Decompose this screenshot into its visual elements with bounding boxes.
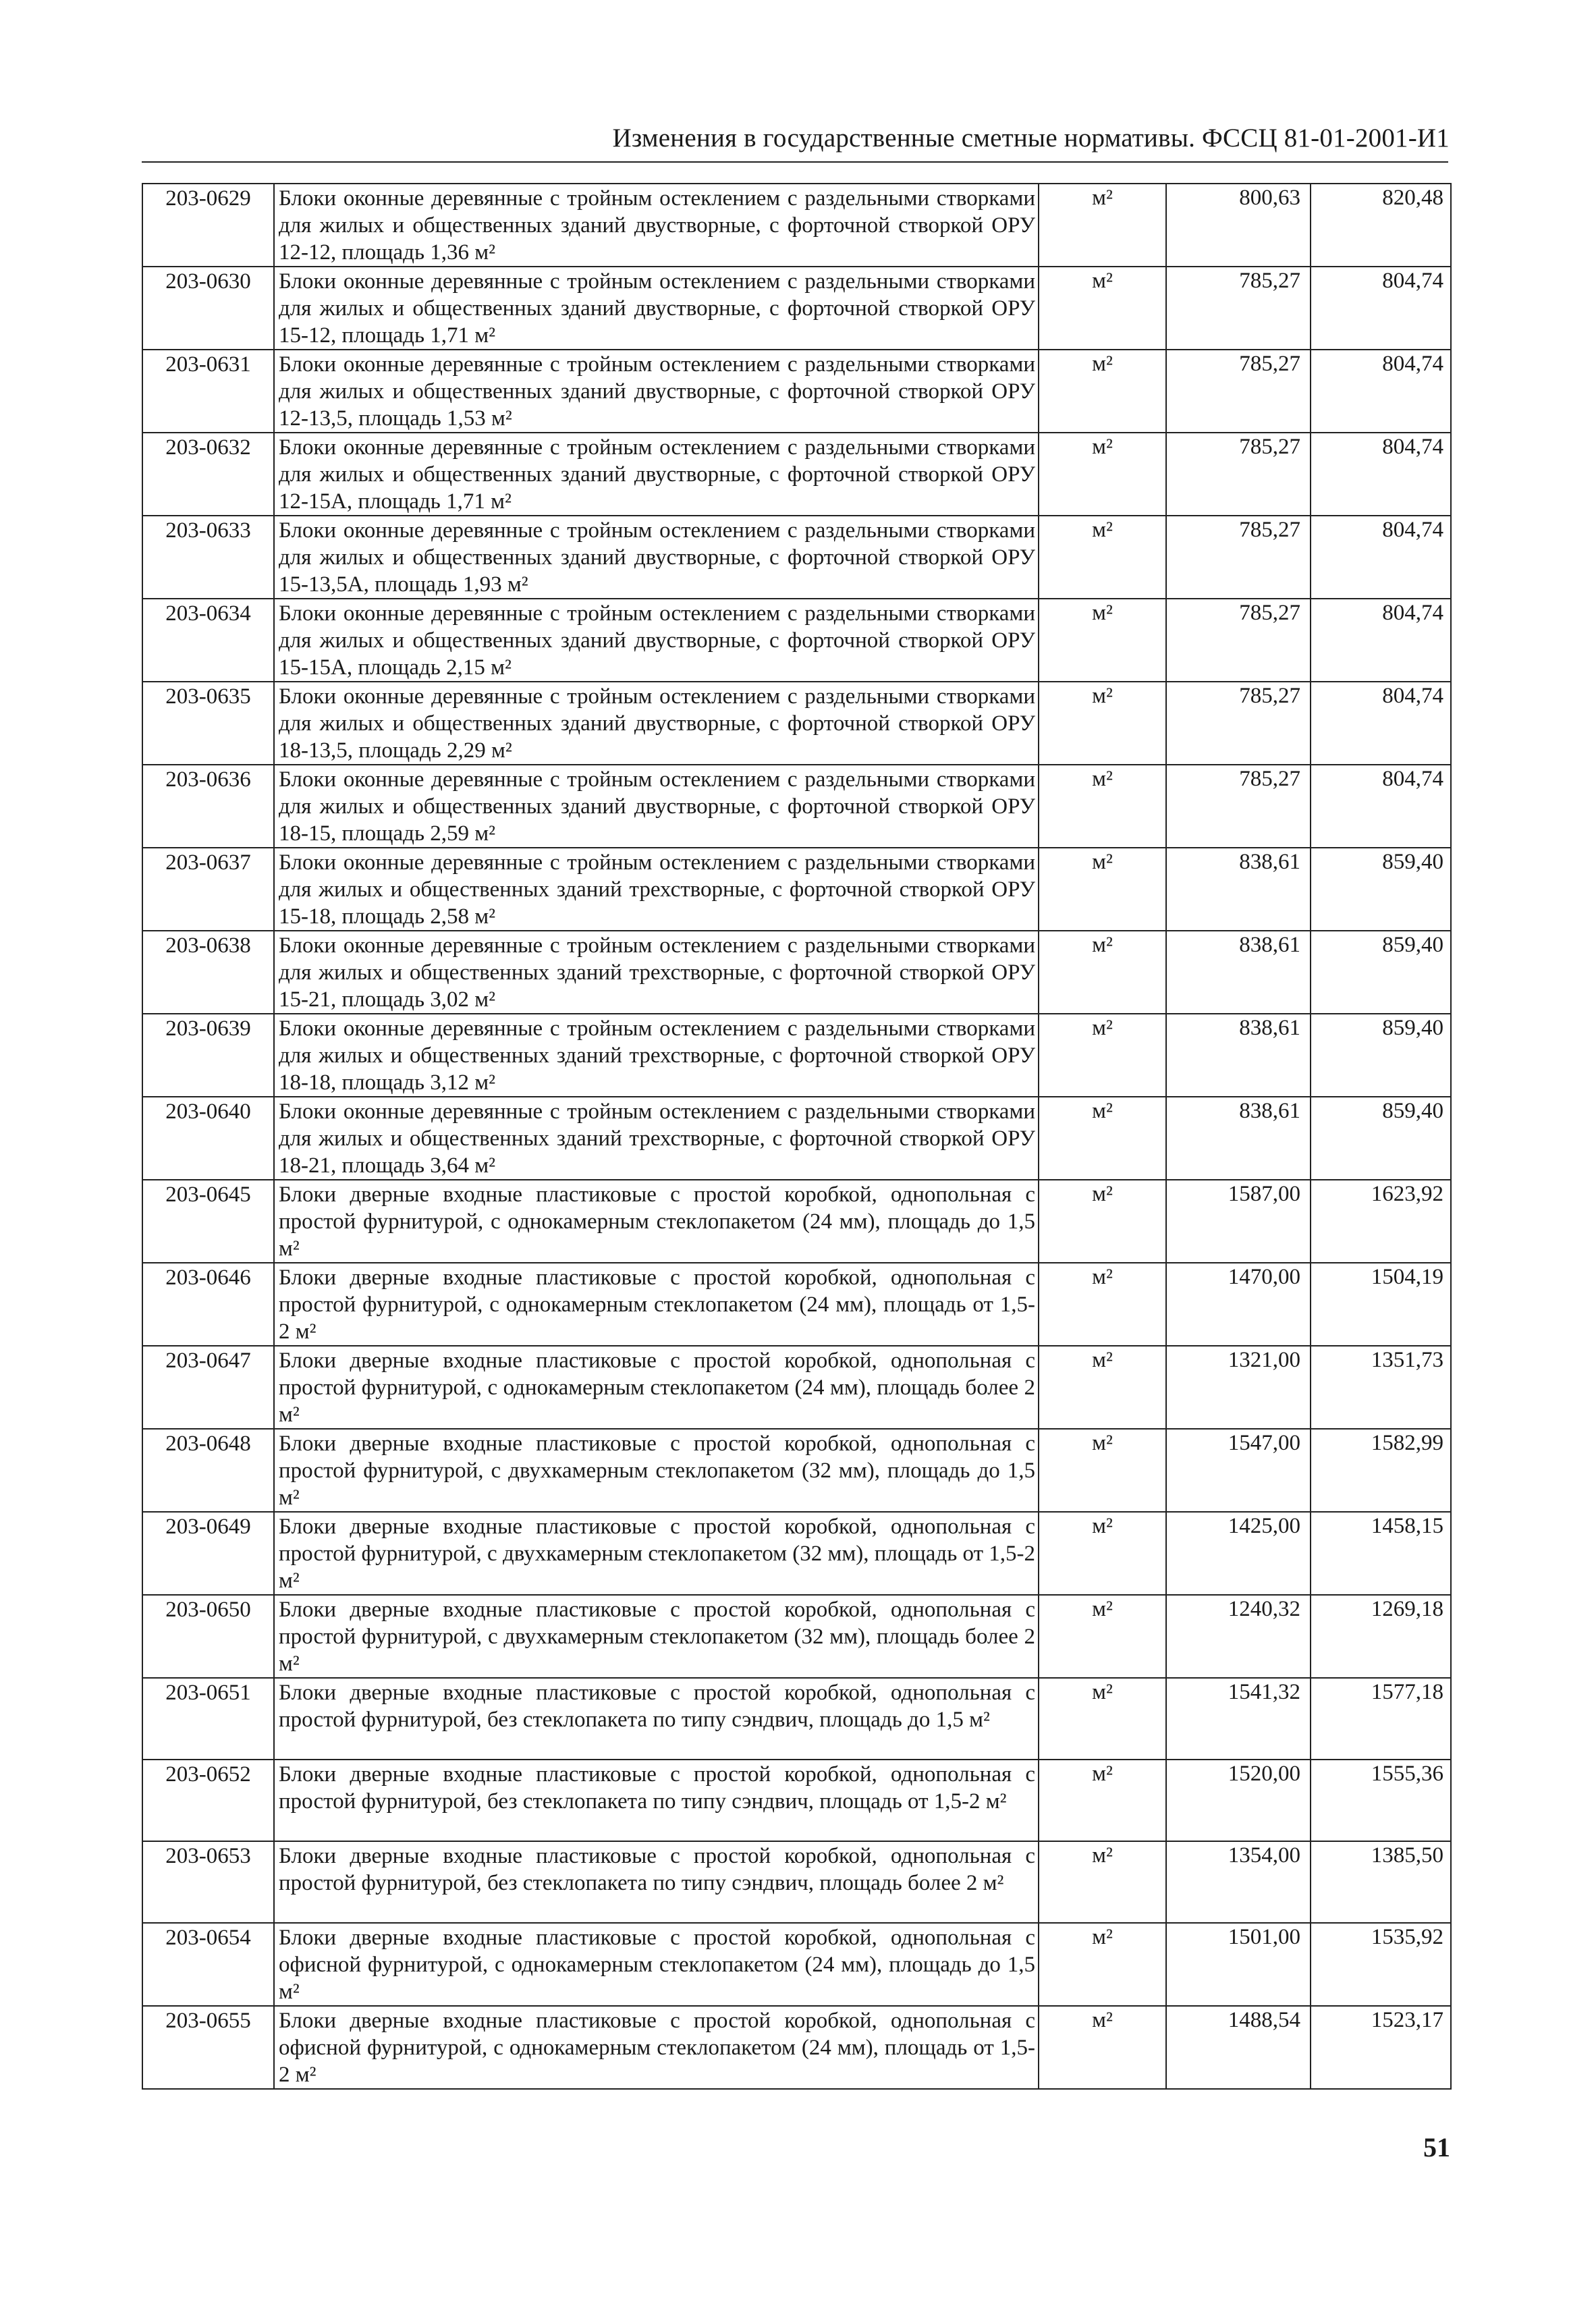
price-value-alt: 1504,19	[1371, 1265, 1443, 1289]
unit-of-measure: м²	[1092, 767, 1113, 791]
price-value-cell	[1166, 1014, 1311, 1097]
resource-name-cell	[274, 1760, 1039, 1841]
unit-of-measure: м²	[1092, 435, 1113, 459]
unit-of-measure-cell	[1039, 1595, 1166, 1678]
price-value-alt: 859,40	[1382, 933, 1443, 957]
price-value: 1240,32	[1228, 1597, 1300, 1621]
table-row	[142, 516, 1451, 599]
price-value-alt-cell	[1311, 765, 1451, 848]
resource-code: 203-0631	[165, 352, 251, 377]
price-value-alt-cell	[1311, 184, 1451, 267]
resource-code-cell	[142, 1180, 274, 1263]
price-value: 1547,00	[1228, 1431, 1300, 1455]
resource-name: Блоки дверные входные пластиковые с простой коробкой, однопольная с простой фурнитурой, с двухкамерным стеклопакетом (32 мм), площадь до 1,5 м²	[279, 1432, 1035, 1510]
resource-code-cell	[142, 1346, 274, 1429]
price-value-alt: 1555,36	[1371, 1762, 1443, 1786]
price-value-alt-cell	[1311, 1097, 1451, 1180]
unit-of-measure-cell	[1039, 1678, 1166, 1760]
resource-name: Блоки дверные входные пластиковые с простой коробкой, однопольная с офисной фурнитурой, с однокамерным стеклопакетом (24 мм), площадь от 1,5-2 м²	[279, 2009, 1035, 2087]
resource-name: Блоки оконные деревянные с тройным остеклением с раздельными створками для жилых и общественных зданий двустворные, с форточной створкой ОРУ 18-15, площадь 2,59 м²	[279, 767, 1035, 846]
price-value: 800,63	[1239, 186, 1300, 210]
resource-code: 203-0640	[165, 1099, 251, 1124]
resource-code-cell	[142, 1678, 274, 1760]
unit-of-measure: м²	[1092, 1597, 1113, 1621]
resource-name: Блоки дверные входные пластиковые с простой коробкой, однопольная с офисной фурнитурой, с однокамерным стеклопакетом (24 мм), площадь до 1,5 м²	[279, 1926, 1035, 2004]
unit-of-measure-cell	[1039, 1429, 1166, 1512]
table-row	[142, 350, 1451, 433]
price-value-alt-cell	[1311, 1014, 1451, 1097]
price-value-alt: 804,74	[1382, 767, 1443, 791]
price-value-cell	[1166, 931, 1311, 1014]
price-value-alt-cell	[1311, 1595, 1451, 1678]
unit-of-measure-cell	[1039, 184, 1166, 267]
header-rule	[142, 161, 1448, 163]
price-value-alt-cell	[1311, 599, 1451, 682]
price-value-cell	[1166, 848, 1311, 931]
table-row	[142, 1180, 1451, 1263]
unit-of-measure: м²	[1092, 2008, 1113, 2032]
price-value: 1425,00	[1228, 1514, 1300, 1538]
unit-of-measure: м²	[1092, 601, 1113, 625]
resource-name-cell	[274, 1429, 1039, 1512]
price-value-cell	[1166, 433, 1311, 516]
price-value-alt: 1458,15	[1371, 1514, 1443, 1538]
price-value-alt: 1269,18	[1371, 1597, 1443, 1621]
resource-code: 203-0650	[165, 1598, 251, 1622]
unit-of-measure: м²	[1092, 684, 1113, 708]
resource-name-cell	[274, 1097, 1039, 1180]
price-value-cell	[1166, 1429, 1311, 1512]
resource-code: 203-0651	[165, 1681, 251, 1705]
table-row	[142, 931, 1451, 1014]
price-value: 1354,00	[1228, 1843, 1300, 1868]
unit-of-measure-cell	[1039, 267, 1166, 350]
price-value: 785,27	[1239, 767, 1300, 791]
price-value-alt: 820,48	[1382, 186, 1443, 210]
unit-of-measure-cell	[1039, 516, 1166, 599]
price-value-cell	[1166, 1678, 1311, 1760]
resource-code-cell	[142, 931, 274, 1014]
resource-name: Блоки оконные деревянные с тройным остеклением с раздельными створками для жилых и общественных зданий трехстворные, с форточной створкой ОРУ 15-18, площадь 2,58 м²	[279, 850, 1035, 929]
table-row	[142, 1760, 1451, 1841]
resource-name: Блоки дверные входные пластиковые с простой коробкой, однопольная с простой фурнитурой, с однокамерным стеклопакетом (24 мм), площадь более 2 м²	[279, 1349, 1035, 1427]
table-row	[142, 1014, 1451, 1097]
price-value: 838,61	[1239, 1016, 1300, 1040]
price-value-cell	[1166, 1512, 1311, 1595]
table-row	[142, 267, 1451, 350]
table-row	[142, 1263, 1451, 1346]
unit-of-measure-cell	[1039, 1512, 1166, 1595]
resource-code: 203-0637	[165, 850, 251, 875]
resource-name-cell	[274, 267, 1039, 350]
resource-name-cell	[274, 1595, 1039, 1678]
resource-name-cell	[274, 1263, 1039, 1346]
resource-name-cell	[274, 682, 1039, 765]
price-value-alt: 804,74	[1382, 601, 1443, 625]
resource-name: Блоки оконные деревянные с тройным остеклением с раздельными створками для жилых и общественных зданий трехстворные, с форточной створкой ОРУ 15-21, площадь 3,02 м²	[279, 933, 1035, 1012]
resource-code-cell	[142, 1263, 274, 1346]
resource-name-cell	[274, 184, 1039, 267]
price-value-cell	[1166, 516, 1311, 599]
resource-name-cell	[274, 1512, 1039, 1595]
unit-of-measure-cell	[1039, 1263, 1166, 1346]
resource-code: 203-0645	[165, 1182, 251, 1207]
price-value-cell	[1166, 682, 1311, 765]
resource-name: Блоки дверные входные пластиковые с простой коробкой, однопольная с простой фурнитурой, с однокамерным стеклопакетом (24 мм), площадь от 1,5-2 м²	[279, 1266, 1035, 1344]
resource-name-cell	[274, 1678, 1039, 1760]
resource-code-cell	[142, 184, 274, 267]
price-value: 785,27	[1239, 269, 1300, 293]
unit-of-measure: м²	[1092, 518, 1113, 542]
unit-of-measure-cell	[1039, 433, 1166, 516]
price-value-alt-cell	[1311, 848, 1451, 931]
unit-of-measure-cell	[1039, 848, 1166, 931]
resource-code: 203-0646	[165, 1266, 251, 1290]
resource-name: Блоки дверные входные пластиковые с простой коробкой, однопольная с простой фурнитурой, с двухкамерным стеклопакетом (32 мм), площадь более 2 м²	[279, 1598, 1035, 1676]
resource-name-cell	[274, 433, 1039, 516]
price-value-alt-cell	[1311, 267, 1451, 350]
price-value-cell	[1166, 1595, 1311, 1678]
price-value: 785,27	[1239, 435, 1300, 459]
price-value: 838,61	[1239, 850, 1300, 874]
unit-of-measure: м²	[1092, 933, 1113, 957]
unit-of-measure: м²	[1092, 1762, 1113, 1786]
resource-code-cell	[142, 1841, 274, 1923]
resource-name: Блоки дверные входные пластиковые с простой коробкой, однопольная с простой фурнитурой, без стеклопакета по типу сэндвич, площадь от 1,5-2 м²	[279, 1762, 1035, 1814]
resource-name: Блоки оконные деревянные с тройным остеклением с раздельными створками для жилых и общественных зданий двустворные, с форточной створкой ОРУ 15-13,5А, площадь 1,93 м²	[279, 518, 1035, 597]
price-value: 1520,00	[1228, 1762, 1300, 1786]
resource-code: 203-0635	[165, 684, 251, 709]
resource-name: Блоки оконные деревянные с тройным остеклением с раздельными створками для жилых и общественных зданий трехстворные, с форточной створкой ОРУ 18-21, площадь 3,64 м²	[279, 1099, 1035, 1178]
price-value-alt-cell	[1311, 1180, 1451, 1263]
resource-code: 203-0654	[165, 1926, 251, 1950]
unit-of-measure: м²	[1092, 1265, 1113, 1289]
resource-code: 203-0629	[165, 186, 251, 211]
resource-name: Блоки дверные входные пластиковые с простой коробкой, однопольная с простой фурнитурой, с однокамерным стеклопакетом (24 мм), площадь до 1,5 м²	[279, 1182, 1035, 1261]
table-row	[142, 1678, 1451, 1760]
table-row	[142, 1097, 1451, 1180]
price-value-alt-cell	[1311, 2006, 1451, 2089]
running-head: Изменения в государственные сметные нормативы. ФССЦ 81-01-2001-И1	[612, 124, 1450, 153]
price-value: 785,27	[1239, 352, 1300, 376]
price-value-alt-cell	[1311, 1263, 1451, 1346]
price-value-alt-cell	[1311, 1841, 1451, 1923]
resource-name-cell	[274, 1346, 1039, 1429]
price-value-alt: 1351,73	[1371, 1348, 1443, 1372]
resource-name: Блоки оконные деревянные с тройным остеклением с раздельными створками для жилых и общественных зданий двустворные, с форточной створкой ОРУ 18-13,5, площадь 2,29 м²	[279, 684, 1035, 763]
resource-code: 203-0634	[165, 601, 251, 626]
price-value-alt-cell	[1311, 1346, 1451, 1429]
unit-of-measure-cell	[1039, 1923, 1166, 2006]
table-row	[142, 682, 1451, 765]
price-value-alt: 1535,92	[1371, 1925, 1443, 1949]
price-value-alt-cell	[1311, 1512, 1451, 1595]
price-value-alt: 859,40	[1382, 1099, 1443, 1123]
price-value-cell	[1166, 350, 1311, 433]
price-value-alt-cell	[1311, 931, 1451, 1014]
resource-code: 203-0653	[165, 1844, 251, 1868]
resource-name: Блоки дверные входные пластиковые с простой коробкой, однопольная с простой фурнитурой, без стеклопакета по типу сэндвич, площадь до 1,5 м²	[279, 1681, 1035, 1732]
unit-of-measure-cell	[1039, 2006, 1166, 2089]
unit-of-measure: м²	[1092, 1925, 1113, 1949]
resource-name-cell	[274, 350, 1039, 433]
price-value-alt: 804,74	[1382, 518, 1443, 542]
price-value: 785,27	[1239, 601, 1300, 625]
price-value-cell	[1166, 1923, 1311, 2006]
resource-code: 203-0632	[165, 435, 251, 460]
table-row	[142, 184, 1451, 267]
resource-code: 203-0647	[165, 1349, 251, 1373]
resource-name: Блоки оконные деревянные с тройным остеклением с раздельными створками для жилых и общественных зданий двустворные, с форточной створкой ОРУ 15-12, площадь 1,71 м²	[279, 269, 1035, 348]
price-value: 838,61	[1239, 933, 1300, 957]
resource-name: Блоки дверные входные пластиковые с простой коробкой, однопольная с простой фурнитурой, без стеклопакета по типу сэндвич, площадь более 2 м²	[279, 1844, 1035, 1895]
resource-name-cell	[274, 1014, 1039, 1097]
resource-code-cell	[142, 848, 274, 931]
price-value-alt-cell	[1311, 516, 1451, 599]
price-value-alt-cell	[1311, 682, 1451, 765]
unit-of-measure-cell	[1039, 599, 1166, 682]
resource-name-cell	[274, 765, 1039, 848]
price-value: 1488,54	[1228, 2008, 1300, 2032]
unit-of-measure: м²	[1092, 1348, 1113, 1372]
resource-code-cell	[142, 599, 274, 682]
unit-of-measure: м²	[1092, 352, 1113, 376]
unit-of-measure-cell	[1039, 1097, 1166, 1180]
price-value-alt: 804,74	[1382, 684, 1443, 708]
resource-code: 203-0649	[165, 1515, 251, 1539]
price-value-alt-cell	[1311, 1678, 1451, 1760]
resource-name: Блоки оконные деревянные с тройным остеклением с раздельными створками для жилых и общественных зданий двустворные, с форточной створкой ОРУ 15-15А, площадь 2,15 м²	[279, 601, 1035, 680]
table-row	[142, 1346, 1451, 1429]
price-value-alt: 1385,50	[1371, 1843, 1443, 1868]
unit-of-measure-cell	[1039, 1760, 1166, 1841]
price-value-alt: 804,74	[1382, 435, 1443, 459]
resource-code: 203-0633	[165, 518, 251, 543]
unit-of-measure: м²	[1092, 269, 1113, 293]
table-row	[142, 1923, 1451, 2006]
price-value-cell	[1166, 1263, 1311, 1346]
price-value-cell	[1166, 184, 1311, 267]
table-row	[142, 1595, 1451, 1678]
price-value-alt-cell	[1311, 1760, 1451, 1841]
resource-code-cell	[142, 2006, 274, 2089]
price-value: 785,27	[1239, 518, 1300, 542]
resource-code-cell	[142, 350, 274, 433]
resource-code-cell	[142, 682, 274, 765]
resource-name: Блоки оконные деревянные с тройным остеклением с раздельными створками для жилых и общественных зданий двустворные, с форточной створкой ОРУ 12-15А, площадь 1,71 м²	[279, 435, 1035, 514]
price-value: 1470,00	[1228, 1265, 1300, 1289]
unit-of-measure-cell	[1039, 1014, 1166, 1097]
resource-code-cell	[142, 1923, 274, 2006]
price-value-cell	[1166, 2006, 1311, 2089]
price-value-alt-cell	[1311, 1923, 1451, 2006]
resource-code: 203-0630	[165, 269, 251, 294]
table-row	[142, 1841, 1451, 1923]
unit-of-measure-cell	[1039, 931, 1166, 1014]
resource-code: 203-0652	[165, 1762, 251, 1787]
resource-code: 203-0636	[165, 767, 251, 792]
unit-of-measure: м²	[1092, 1016, 1113, 1040]
price-value: 785,27	[1239, 684, 1300, 708]
resource-name: Блоки оконные деревянные с тройным остеклением с раздельными створками для жилых и общественных зданий трехстворные, с форточной створкой ОРУ 18-18, площадь 3,12 м²	[279, 1016, 1035, 1095]
unit-of-measure-cell	[1039, 765, 1166, 848]
price-value-alt: 1623,92	[1371, 1182, 1443, 1206]
table-row	[142, 1512, 1451, 1595]
price-value: 838,61	[1239, 1099, 1300, 1123]
resource-code-cell	[142, 516, 274, 599]
table-row	[142, 2006, 1451, 2089]
unit-of-measure-cell	[1039, 1346, 1166, 1429]
price-value-alt: 804,74	[1382, 352, 1443, 376]
price-value-cell	[1166, 599, 1311, 682]
resource-code-cell	[142, 1760, 274, 1841]
unit-of-measure: м²	[1092, 1680, 1113, 1704]
unit-of-measure: м²	[1092, 1843, 1113, 1868]
price-value-alt: 1577,18	[1371, 1680, 1443, 1704]
table-row	[142, 433, 1451, 516]
price-value-cell	[1166, 765, 1311, 848]
unit-of-measure-cell	[1039, 1180, 1166, 1263]
price-value-alt-cell	[1311, 433, 1451, 516]
resource-name: Блоки дверные входные пластиковые с простой коробкой, однопольная с простой фурнитурой, с двухкамерным стеклопакетом (32 мм), площадь от 1,5-2 м²	[279, 1515, 1035, 1593]
price-value: 1587,00	[1228, 1182, 1300, 1206]
resource-name-cell	[274, 2006, 1039, 2089]
resource-name-cell	[274, 516, 1039, 599]
price-value-alt: 859,40	[1382, 850, 1443, 874]
resource-name: Блоки оконные деревянные с тройным остеклением с раздельными створками для жилых и общественных зданий двустворные, с форточной створкой ОРУ 12-13,5, площадь 1,53 м²	[279, 352, 1035, 431]
unit-of-measure-cell	[1039, 1841, 1166, 1923]
resource-name-cell	[274, 1923, 1039, 2006]
price-value: 1541,32	[1228, 1680, 1300, 1704]
price-value-alt: 804,74	[1382, 269, 1443, 293]
resource-code: 203-0639	[165, 1016, 251, 1041]
price-value: 1321,00	[1228, 1348, 1300, 1372]
price-value: 1501,00	[1228, 1925, 1300, 1949]
unit-of-measure-cell	[1039, 350, 1166, 433]
resource-code-cell	[142, 1595, 274, 1678]
unit-of-measure: м²	[1092, 186, 1113, 210]
unit-of-measure-cell	[1039, 682, 1166, 765]
resource-name-cell	[274, 931, 1039, 1014]
price-value-cell	[1166, 1760, 1311, 1841]
resource-code-cell	[142, 1097, 274, 1180]
unit-of-measure: м²	[1092, 850, 1113, 874]
table-row	[142, 599, 1451, 682]
table-row	[142, 1429, 1451, 1512]
resource-code-cell	[142, 267, 274, 350]
resource-name: Блоки оконные деревянные с тройным остеклением с раздельными створками для жилых и общественных зданий двустворные, с форточной створкой ОРУ 12-12, площадь 1,36 м²	[279, 186, 1035, 265]
price-value-alt: 859,40	[1382, 1016, 1443, 1040]
resource-name-cell	[274, 1841, 1039, 1923]
resource-code-cell	[142, 1512, 274, 1595]
price-value-cell	[1166, 267, 1311, 350]
unit-of-measure: м²	[1092, 1431, 1113, 1455]
resource-name-cell	[274, 1180, 1039, 1263]
price-value-alt: 1523,17	[1371, 2008, 1443, 2032]
price-value-cell	[1166, 1346, 1311, 1429]
price-value-cell	[1166, 1097, 1311, 1180]
unit-of-measure: м²	[1092, 1182, 1113, 1206]
price-value-alt: 1582,99	[1371, 1431, 1443, 1455]
price-value-alt-cell	[1311, 1429, 1451, 1512]
unit-of-measure: м²	[1092, 1514, 1113, 1538]
page-number: 51	[1423, 2132, 1450, 2162]
resource-code-cell	[142, 433, 274, 516]
price-value-cell	[1166, 1841, 1311, 1923]
resource-name-cell	[274, 599, 1039, 682]
unit-of-measure: м²	[1092, 1099, 1113, 1123]
resource-code: 203-0655	[165, 2009, 251, 2033]
resource-name-cell	[274, 848, 1039, 931]
resource-code-cell	[142, 1429, 274, 1512]
price-table	[142, 183, 1452, 2090]
resource-code-cell	[142, 1014, 274, 1097]
table-row	[142, 765, 1451, 848]
resource-code-cell	[142, 765, 274, 848]
price-value-alt-cell	[1311, 350, 1451, 433]
resource-code: 203-0648	[165, 1432, 251, 1456]
price-value-cell	[1166, 1180, 1311, 1263]
table-row	[142, 848, 1451, 931]
resource-code: 203-0638	[165, 933, 251, 958]
